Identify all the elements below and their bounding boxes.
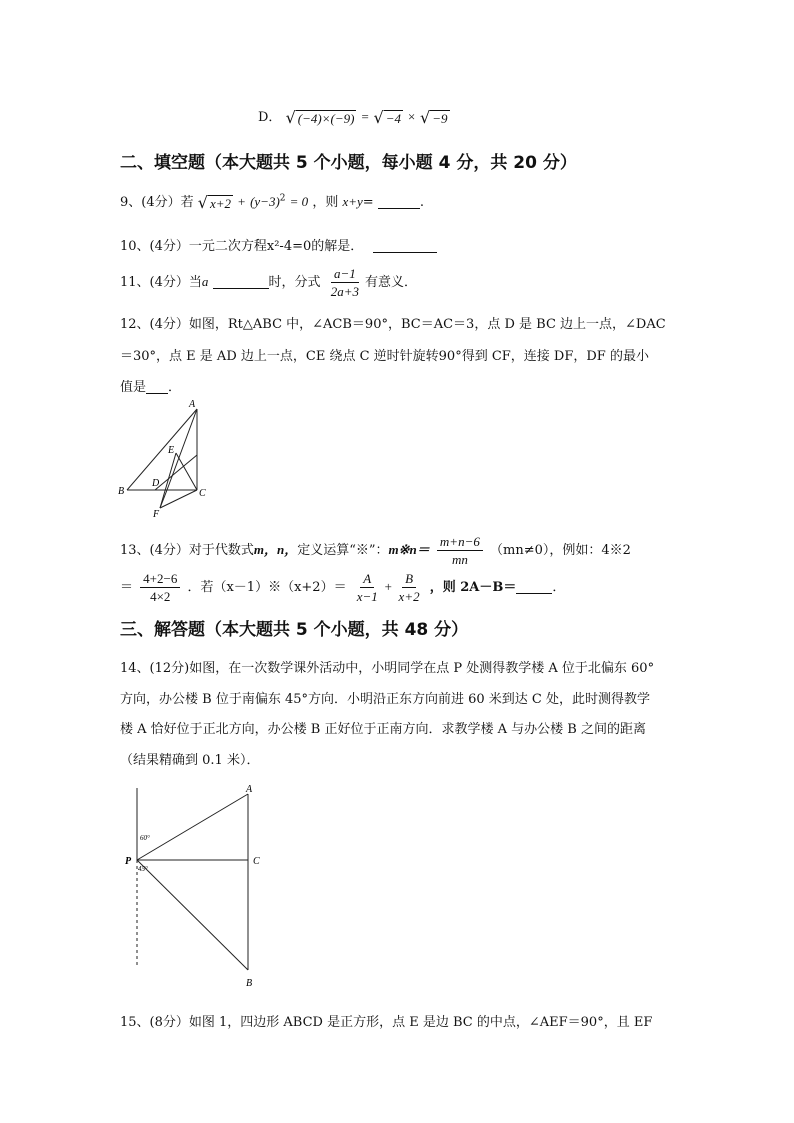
q12-label-d: D	[152, 478, 160, 489]
q10-text: 10、(4分）一元二次方程x²-4=0的解是．	[120, 239, 364, 254]
q13-end: ．	[552, 580, 566, 595]
q12-label-b: B	[118, 486, 125, 497]
q13-mid: ．若（x－1）※（x+2）＝	[187, 580, 347, 595]
q13-prefix: 13、(4分）对于代数式	[120, 543, 254, 558]
q9-eq-zero: = 0	[289, 194, 309, 209]
q9-plus: +	[237, 194, 246, 209]
question-12-line-1: 12、(4分）如图，Rt△ABC 中，∠ACB＝90°，BC＝AC＝3，点 D 是 BC 边上一点，∠DAC	[120, 317, 666, 332]
q13-example-fraction: $\frac{4+2-6}{4\times 2}$	[140, 570, 180, 605]
question-13-line-1	[120, 533, 631, 568]
q12-label-e: E	[168, 445, 175, 456]
question-14-line-1: 14、(12分)如图，在一次数学课外活动中，小明同学在点 P 处测得教学楼 A 位于北偏东 60°	[120, 661, 655, 676]
q13-tail: ，则 2A－B＝	[429, 580, 517, 595]
question-14-line-2: 方向，办公楼 B 位于南偏东 45°方向．小明沿正东方向前进 60 米到达 C 处，此时测得教学	[120, 692, 651, 707]
q12-segment-ce	[176, 453, 197, 490]
question-14-line-3: 楼 A 恰好位于正北方向，办公楼 B 正好位于正南方向．求教学楼 A 与办公楼 B 之间的距离	[120, 722, 646, 737]
q9-exponent: 2	[279, 193, 286, 204]
option-d-label: D．	[258, 110, 282, 125]
option-d-equals: =	[360, 109, 370, 124]
q11-mid: 时，分式	[268, 275, 321, 290]
q9-paren: (y−3)	[250, 194, 280, 209]
q9-prefix: 9、(4分）若	[120, 195, 194, 210]
q13-vars: m，n，	[253, 542, 298, 557]
q9-eqsign: =	[362, 195, 374, 210]
option-d-radical-1: √ −4	[373, 107, 401, 127]
option-d-times: ×	[407, 109, 416, 124]
q12-label-f: F	[153, 509, 160, 520]
q13-def-fraction: $\frac{m+n-6}{mn}$	[437, 533, 483, 568]
question-9	[120, 191, 424, 212]
q14-segment-pb	[137, 860, 248, 970]
q11-prefix: 11、(4分）当	[120, 275, 202, 290]
q11-fraction: $\frac{a-1}{2a+3}$	[330, 266, 359, 299]
q14-label-b: B	[246, 978, 253, 989]
q11-answer-blank[interactable]	[213, 274, 269, 289]
section-3-title: 三、解答题（本大题共 5 个小题，共 48 分）	[120, 620, 469, 640]
q11-var: a	[201, 274, 209, 289]
q14-segment-pa	[137, 794, 248, 860]
question-15-line-1: 15、(8分）如图 1，四边形 ABCD 是正方形，点 E 是边 BC 的中点，∠AEF＝90°，且 EF	[120, 1015, 653, 1030]
q12-segment-ab	[127, 409, 197, 490]
q12-label-c: C	[199, 488, 206, 499]
q13-fraction-b: $\frac{B}{x+2}$	[398, 571, 420, 604]
q12-end: ．	[168, 380, 182, 395]
q14-angle-45: 45°	[138, 865, 148, 873]
question-14-line-4: （结果精确到 0.1 米）．	[120, 753, 260, 768]
q12-label-a: A	[189, 399, 196, 410]
q13-lhs: m※n＝	[388, 542, 430, 557]
q12-answer-blank[interactable]	[146, 379, 168, 394]
option-d	[258, 106, 450, 127]
section-2-title: 二、填空题（本大题共 5 个小题，每小题 4 分，共 20 分）	[120, 153, 577, 173]
option-d-radical-2: √ −9	[420, 107, 448, 127]
q12-segment-ef	[160, 453, 176, 508]
q11-suffix: 有意义．	[364, 275, 417, 290]
question-12-line-3	[120, 376, 181, 395]
q14-label-c: C	[253, 856, 260, 867]
q12-segment-aux	[155, 455, 197, 490]
q14-angle-60: 60°	[140, 834, 150, 842]
q14-label-a: A	[246, 784, 253, 795]
q13-plus: +	[383, 579, 393, 594]
q12-figure	[110, 395, 220, 520]
question-12-line-2: ＝30°，点 E 是 AD 边上一点，CE 绕点 C 逆时针旋转90°得到 CF，连接 DF，DF 的最小	[120, 349, 649, 364]
q9-end: .	[419, 195, 424, 210]
question-11	[120, 265, 417, 300]
q9-radical: √ x+2	[197, 192, 232, 212]
q9-answer-blank[interactable]	[378, 194, 420, 209]
q13-eq2: ＝	[120, 580, 134, 595]
q14-figure	[120, 780, 270, 990]
q14-label-p: P	[125, 856, 132, 867]
q13-answer-blank[interactable]	[516, 579, 552, 594]
question-10	[120, 235, 437, 254]
q9-mid: ，则	[312, 195, 339, 210]
q13-def: 定义运算“※”：	[297, 543, 389, 558]
q13-cond: （mn≠0），例如：4※2	[490, 543, 631, 558]
question-13-line-2	[120, 570, 565, 605]
q9-expr: x+y	[342, 194, 363, 209]
q13-fraction-a: $\frac{A}{x-1}$	[356, 571, 378, 604]
option-d-lhs-radical: √ (−4)×(−9)	[285, 107, 355, 127]
q12-line3-text: 值是	[120, 380, 147, 395]
q10-answer-blank[interactable]	[373, 238, 437, 253]
